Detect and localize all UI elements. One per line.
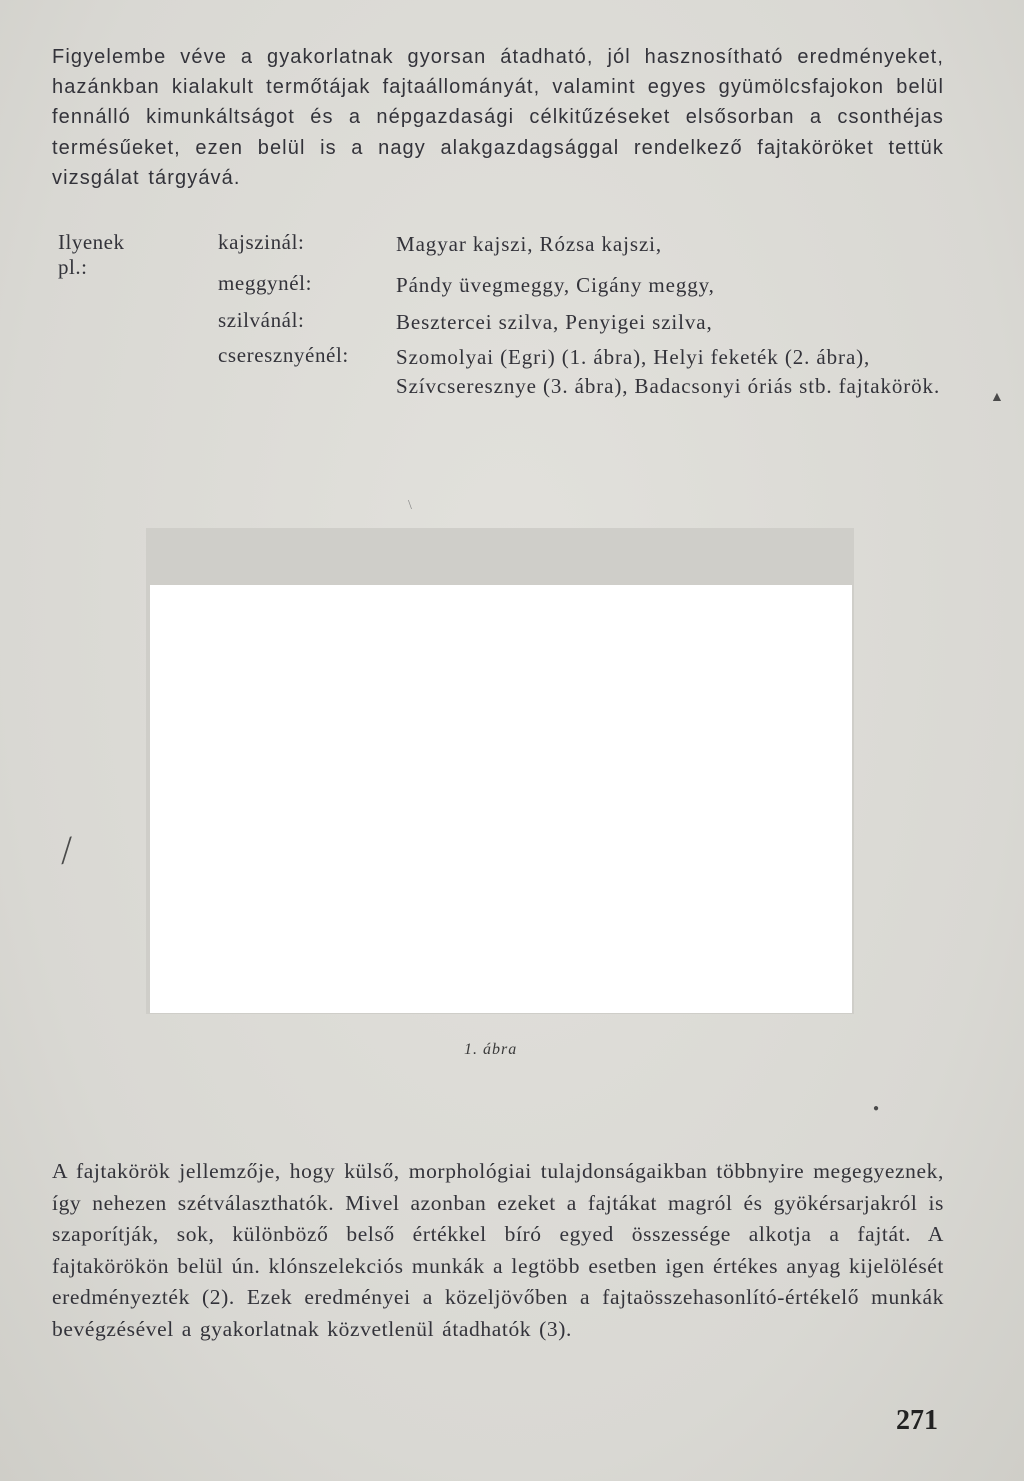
scan-speck-icon: \: [408, 498, 412, 513]
figure-caption: 1. ábra: [464, 1041, 518, 1058]
scan-speck-icon: ▲: [990, 390, 1004, 405]
variety-list: Magyar kajszi, Rózsa kajszi,: [396, 232, 663, 256]
scan-speck-icon: ╱: [57, 837, 76, 864]
variety-list: Pándy üvegmeggy, Cigány meggy,: [396, 273, 715, 297]
figure-image: [150, 585, 852, 1013]
intro-paragraph: Figyelembe véve a gyakorlatnak gyorsan átadható, jól hasznosítható eredményeket, hazánkban kialakult termőtájak fajtaállományát, valamint egyes gyümölcsfajokon belül fennálló kimunkáltságot és a népgazdasági célkitűzéseket elsősorban a csonthéjas termésűeket, ezen belül is a nagy alakgazdagsággal rendelkező fajtaköröket tettük vizsgálat tárgyává.: [52, 46, 944, 189]
fruit-label: kajszinál:: [218, 230, 305, 254]
variety-list: Szomolyai (Egri) (1. ábra), Helyi feketék (2. ábra), Szívcseresznye (3. ábra), Badacsonyi óriás stb. fajtakörök.: [396, 345, 941, 398]
page-number: 271: [896, 1405, 938, 1436]
scan-speck-icon: ●: [873, 1103, 880, 1114]
examples-lead: Ilyenek pl.:: [58, 230, 125, 279]
fruit-label: szilvánál:: [218, 308, 305, 332]
body-paragraph: A fajtakörök jellemzője, hogy külső, morphológiai tulajdonságaikban többnyire megegyeznek, így nehezen szétválaszthatók. Mivel azonban ezeket a fajtákat magról és gyökérsarjakról is szaporítják, sok, különböző belső értékkel bíró egyed összessége alkotja a fajtát. A fajtakörökön belül ún. klónszelekciós munkák a legtöbb esetben igen értékes anyag kijelölését eredményezték (2). Ezek eredményei a közeljövőben a fajtaösszehasonlító-értékelő munkák bevégzésével a gyakorlatnak közvetlenül átadhatók (3).: [52, 1159, 944, 1341]
fruit-label: cseresznyénél:: [218, 343, 349, 367]
variety-list: Besztercei szilva, Penyigei szilva,: [396, 310, 713, 334]
fruit-label: meggynél:: [218, 271, 313, 295]
